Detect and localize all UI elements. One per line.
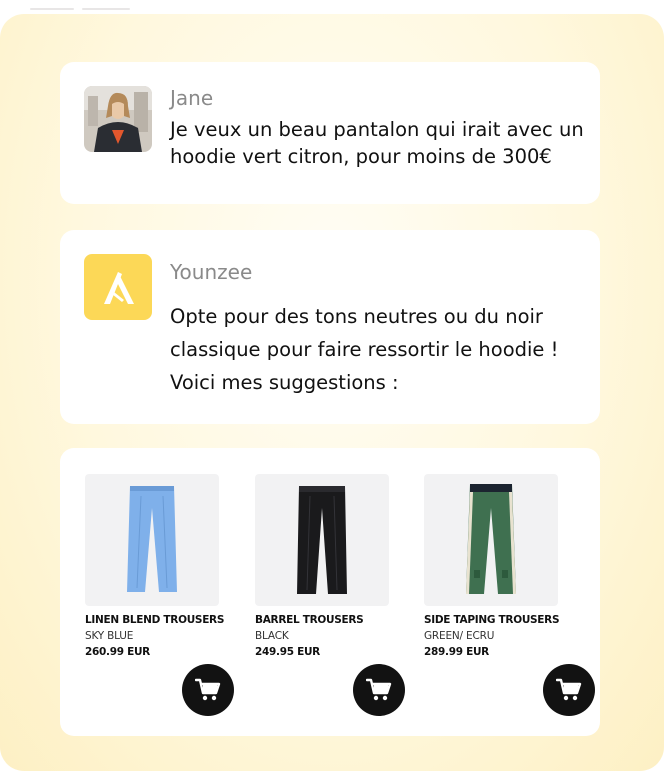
product-name: LINEN BLEND TROUSERS [85,614,225,626]
product-color: SKY BLUE [85,630,134,642]
tab-indicator [82,8,130,10]
user-message-card [60,62,600,204]
message-text: Je veux un beau pantalon qui irait avec un hoodie vert citron, pour moins de 300€ [170,118,584,168]
product-color: BLACK [255,630,289,642]
message-sender-name: Younzee [170,260,253,284]
product-name: BARREL TROUSERS [255,614,364,626]
product-color: GREEN/ ECRU [424,630,495,642]
logo-icon [84,254,152,320]
trousers-image [424,474,558,606]
product-image[interactable] [255,474,389,606]
message-text: Opte pour des tons neutres ou du noir classique pour faire ressortir le hoodie ! Voici mes suggestions : [170,305,559,394]
add-to-cart-button[interactable] [182,664,234,716]
user-avatar [84,86,152,152]
product-image[interactable] [424,474,558,606]
product-price: 260.99 EUR [85,646,150,658]
product-name: SIDE TAPING TROUSERS [424,614,560,626]
tab-indicator [30,8,74,10]
shopping-cart-icon [556,678,582,702]
add-to-cart-button[interactable] [543,664,595,716]
top-tab-indicators [30,8,140,12]
product-image[interactable] [85,474,219,606]
trousers-image [255,474,389,606]
add-to-cart-button[interactable] [353,664,405,716]
product-suggestions-card [60,448,600,736]
shopping-cart-icon [366,678,392,702]
product-price: 289.99 EUR [424,646,489,658]
message-sender-name: Jane [170,86,214,110]
shopping-cart-icon [195,678,221,702]
product-price: 249.95 EUR [255,646,320,658]
younzee-logo [84,254,152,320]
avatar-photo [84,86,152,152]
assistant-message-card [60,230,600,424]
trousers-image [85,474,219,606]
